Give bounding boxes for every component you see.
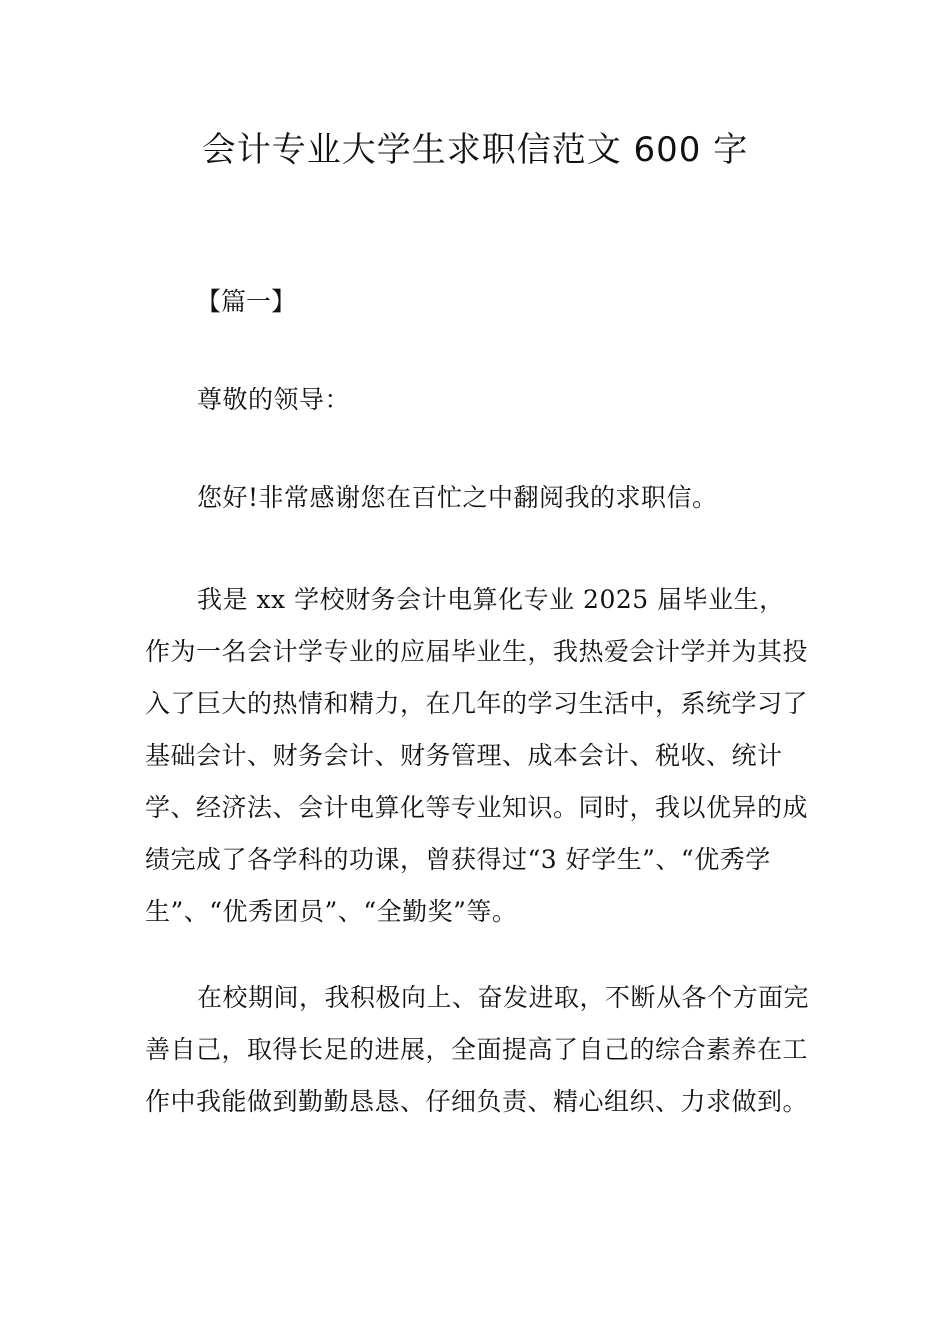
section-label: 【篇一】: [196, 287, 297, 316]
body-paragraph-1: 我是 xx 学校财务会计电算化专业 2025 届毕业生，作为一名会计学专业的应届毕业生，我热爱会计学并为其投入了巨大的热情和精力，在几年的学习生活中，系统学习了基础会计、财务会计、财务管理、成本会计、税收、统计学、经济法、会计电算化等专业知识。同时，我以优异的成绩完成了各学科的功课，曾获得过“3 好学生”、“优秀学生”、“优秀团员”、“全勤奖”等。: [145, 585, 809, 926]
greeting-paragraph: 您好!非常感谢您在百忙之中翻阅我的求职信。: [197, 483, 718, 512]
body-paragraph-2: 在校期间，我积极向上、奋发进取，不断从各个方面完善自己，取得长足的进展，全面提高了自己的综合素养在工作中我能做到勤勤恳恳、仔细负责、精心组织、力求做到。: [145, 983, 810, 1116]
salutation-paragraph: 尊敬的领导：: [197, 385, 351, 414]
page-title: 会计专业大学生求职信范文 600 字: [201, 130, 749, 170]
